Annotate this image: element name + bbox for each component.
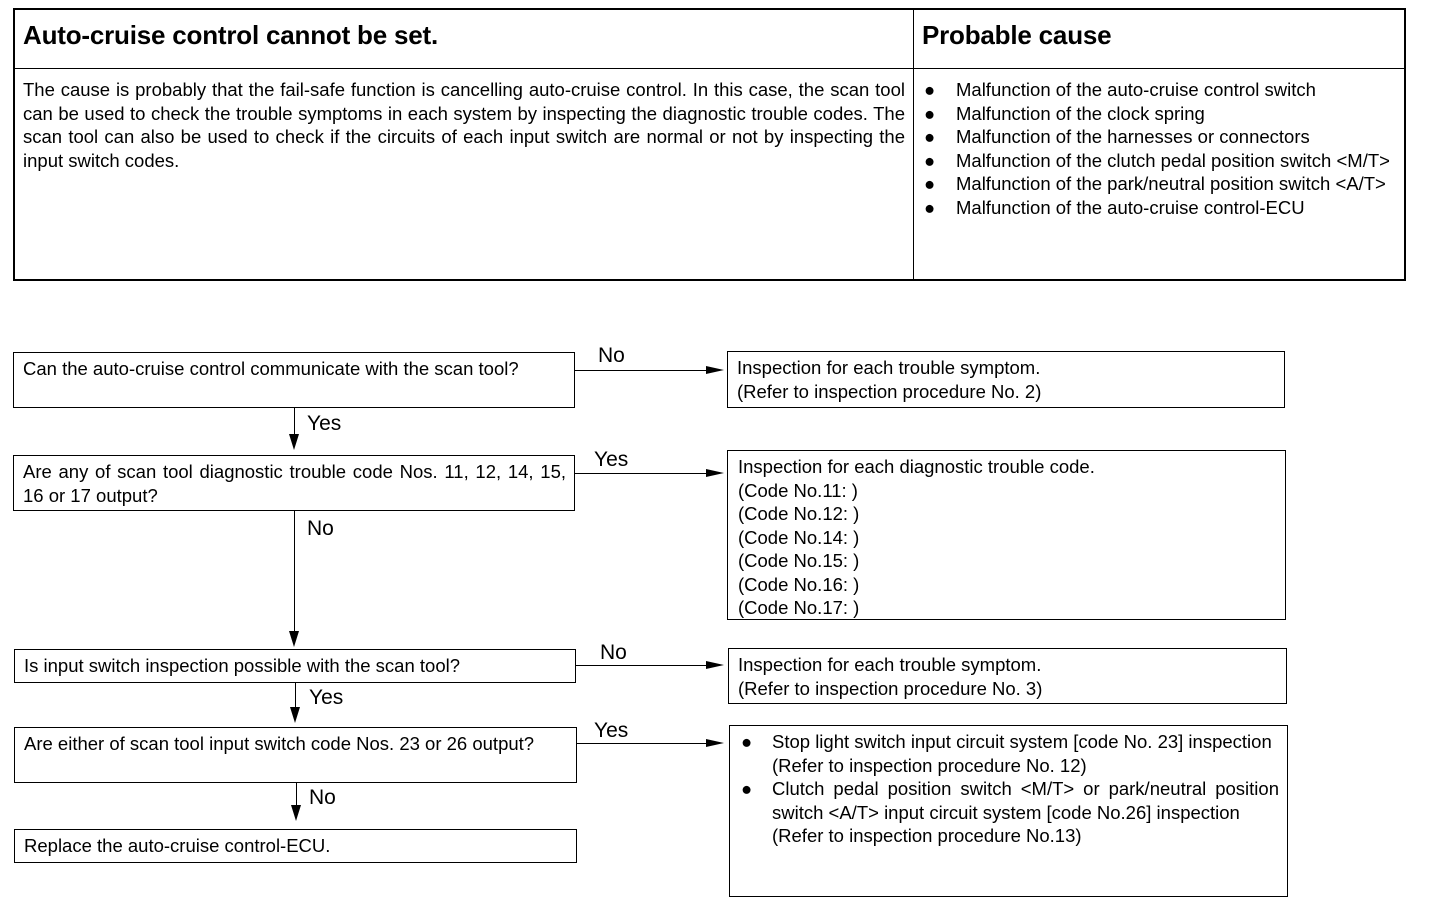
question-input-switch-box [14,649,576,683]
inspection-list [739,730,1279,848]
bullet-icon: ● [741,778,753,799]
bullet-icon: ● [924,173,936,194]
connector-line [295,683,296,709]
header-divider [15,68,1404,69]
arrow-down-icon [289,631,299,647]
question-communication-text: Can the auto-cruise control communicate with the scan tool? [23,358,519,379]
connector-line [575,370,707,371]
result-diagnostic-code-box [727,450,1286,620]
branch-label-no: No [598,344,625,367]
inspection-text: Clutch pedal position switch <M/T> or park/neutral position switch <A/T> input circuit system [code No.26] inspection [772,778,1279,823]
inspection-reference: (Refer to inspection procedure No. 12) [772,754,1087,776]
question-switch-codes-text: Are either of scan tool input switch code Nos. 23 or 26 output? [24,733,535,754]
probable-cause-item: ● Malfunction of the harnesses or connectors [924,126,1310,147]
probable-cause-item: ● Malfunction of the park/neutral position switch <A/T> [924,173,1386,194]
branch-label-no: No [600,641,627,664]
arrow-right-icon [706,661,724,669]
bullet-icon: ● [924,126,936,147]
connector-line [577,743,707,744]
question-diagnostic-codes-box [13,455,575,511]
column-divider [913,10,914,279]
question-diagnostic-codes-text: Are any of scan tool diagnostic trouble code Nos. 11, 12, 14, 15, 16 or 17 output? [23,461,566,506]
question-input-switch-text: Is input switch inspection possible with the scan tool? [24,655,461,676]
bullet-icon: ● [924,79,936,100]
result-switch-inspection-box [729,725,1288,897]
bullet-icon: ● [924,196,936,218]
branch-label-yes: Yes [594,448,629,471]
result-reference: (Refer to inspection procedure No. 2) [737,380,1042,402]
symptom-description: The cause is probably that the fail-safe function is cancelling auto-cruise control. In this case, the scan tool can be used to check the trouble symptoms in each system by inspecting the diagnostic trouble codes. The scan tool can also be used to check if the circuits of each input switch are normal or not by inspecting the input switch codes. [23,79,905,171]
connector-line [575,473,707,474]
code-item: (Code No.12: ) [738,503,860,524]
connector-line [294,408,295,436]
connector-line [296,783,297,807]
branch-label-no: No [309,786,336,809]
code-item: (Code No.17: ) [738,597,860,618]
branch-label-yes: Yes [307,412,342,435]
probable-cause-heading: Probable cause [922,20,1112,50]
bullet-icon: ● [924,102,936,124]
arrow-down-icon [291,805,301,821]
bullet-icon: ● [741,731,753,752]
probable-cause-item: ● Malfunction of the clutch pedal position switch <M/T> [924,149,1390,171]
replace-ecu-box [14,829,577,863]
question-communication-box [13,352,575,408]
result-trouble-symptom-box [727,351,1285,408]
code-item: (Code No.11: ) [738,479,858,501]
bullet-icon: ● [924,149,936,171]
arrow-right-icon [706,469,724,477]
code-item: (Code No.14: ) [738,526,860,548]
result-text: Inspection for each trouble symptom. [738,654,1042,675]
arrow-right-icon [706,366,724,374]
inspection-item [739,777,1279,848]
branch-label-yes: Yes [309,686,344,709]
arrow-right-icon [706,739,724,747]
arrow-down-icon [289,434,299,450]
inspection-item [739,730,1279,777]
inspection-text: Stop light switch input circuit system [code No. 23] inspection [772,731,1272,752]
result-trouble-symptom-box [728,648,1287,704]
replace-ecu-text: Replace the auto-cruise control-ECU. [24,835,331,856]
code-item: (Code No.16: ) [738,573,860,595]
inspection-reference: (Refer to inspection procedure No.13) [772,825,1082,846]
probable-cause-item: ● Malfunction of the auto-cruise control-ECU [924,196,1305,218]
probable-cause-item: ● Malfunction of the auto-cruise control switch [924,79,1316,100]
connector-line [576,665,707,666]
result-text: Inspection for each diagnostic trouble code. [738,456,1095,477]
cause-table [13,8,1406,281]
result-text: Inspection for each trouble symptom. [737,357,1041,378]
probable-cause-item: ● Malfunction of the clock spring [924,102,1205,124]
probable-cause-list [921,78,1401,219]
branch-label-no: No [307,517,334,540]
connector-line [294,511,295,633]
symptom-heading: Auto-cruise control cannot be set. [23,20,439,50]
result-reference: (Refer to inspection procedure No. 3) [738,677,1043,699]
arrow-down-icon [290,707,300,723]
question-switch-codes-box [14,727,577,783]
branch-label-yes: Yes [594,719,629,742]
code-item: (Code No.15: ) [738,550,860,571]
